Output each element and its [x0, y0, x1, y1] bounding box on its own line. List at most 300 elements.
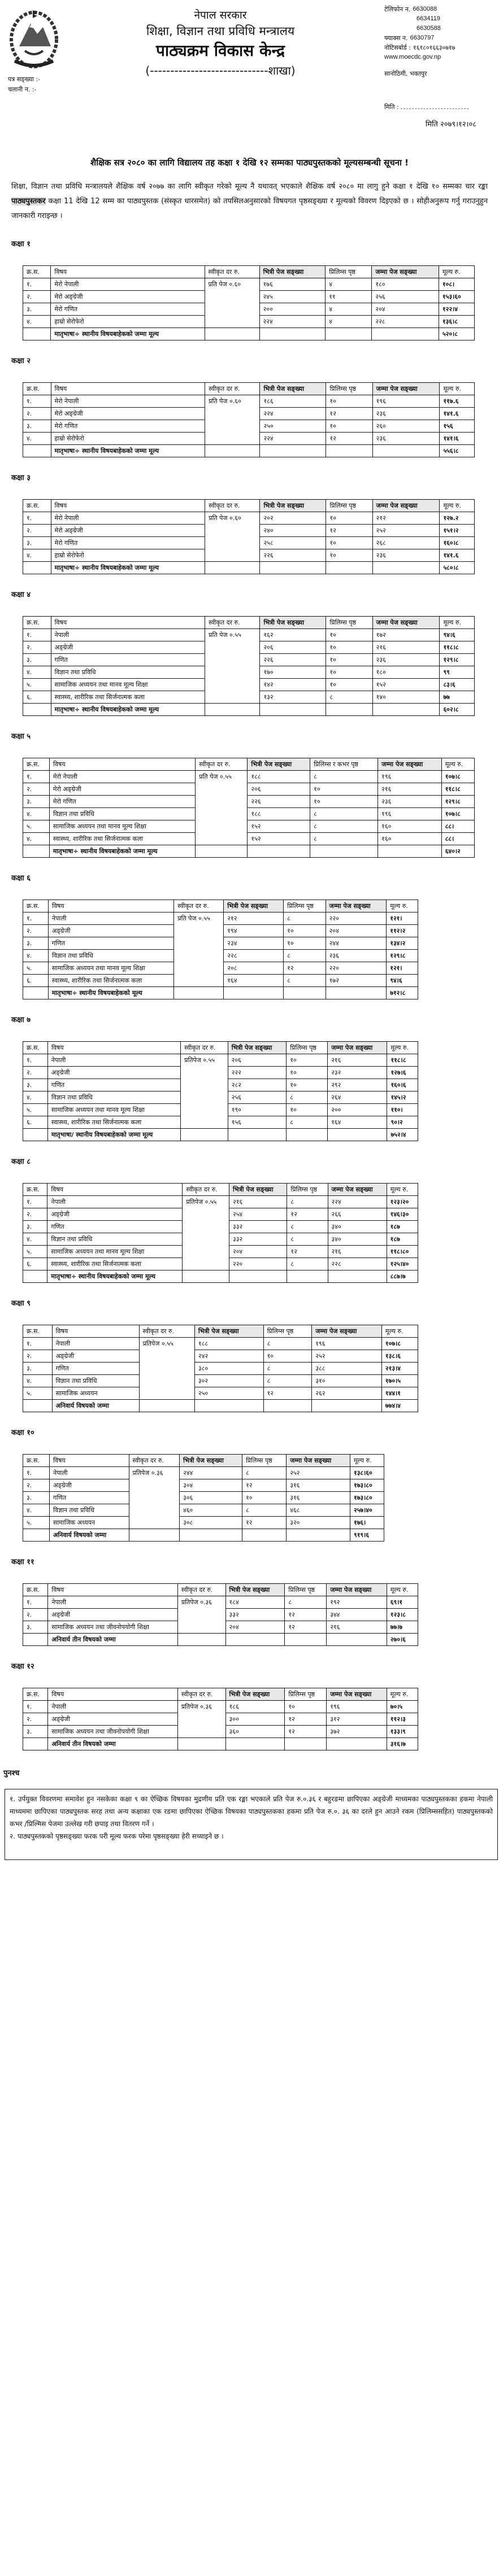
class-title: कक्षा ६	[11, 874, 31, 883]
empty-cell	[287, 1529, 350, 1542]
total-pages-cell: ३१२	[327, 1713, 387, 1726]
price-table	[23, 1183, 418, 1283]
price-cell: १६०।६	[387, 1079, 418, 1091]
price-cell: १२३।८	[387, 1609, 418, 1621]
total-price: ९१९।६	[350, 1529, 384, 1542]
subject-cell: मेरो अङ्ग्रेजी	[49, 783, 195, 796]
price-cell: ११७.६	[440, 395, 475, 408]
subject-cell: अङ्ग्रेजी	[51, 641, 205, 654]
rate-cell: प्रतिपेज ०.५५	[181, 1054, 228, 1129]
column-header: क्र.स.	[23, 1042, 48, 1054]
empty-cell	[224, 987, 284, 999]
column-header: मूल्य रु.	[350, 1455, 384, 1467]
table-row	[23, 278, 475, 291]
total-pages-cell: ३४४	[327, 1609, 387, 1621]
prelims-cell: १२	[284, 962, 326, 975]
intro-paragraph	[0, 180, 499, 224]
empty-cell	[260, 445, 326, 457]
serial-cell: ४.	[23, 833, 50, 845]
price-cell: १४१.६	[440, 549, 475, 562]
empty-cell	[372, 445, 440, 457]
price-cell: १३४।२	[387, 937, 418, 950]
fax-number: 6630797	[410, 34, 435, 41]
reference-numbers	[8, 75, 40, 95]
prelims-cell: १०	[287, 1054, 328, 1067]
serial-cell: १.	[23, 1596, 48, 1609]
table-row	[23, 1054, 418, 1067]
column-header: विषय	[47, 1042, 180, 1054]
inner-pages-cell: २०२	[260, 512, 326, 525]
prelims-cell: १२	[285, 1621, 327, 1634]
subject-cell: सामाजिक अध्ययन तथा मानव मूल्य शिक्षा	[49, 820, 195, 833]
website-link[interactable]: www.moecdc.gov.np	[384, 54, 441, 60]
subject-cell: स्वास्थ्य, शारीरिक तथा सिर्जनात्मक कला	[51, 691, 205, 704]
total-pages-cell: २३६	[378, 796, 442, 808]
subject-cell: हाम्रो सेरोफेरो	[51, 316, 205, 328]
column-header: क्र.स.	[23, 617, 51, 629]
inner-pages-cell: १४२	[260, 679, 326, 691]
column-header: भित्री पेज सङ्ख्या	[228, 1042, 287, 1054]
empty-cell	[225, 1634, 285, 1646]
column-header: विषय	[51, 617, 205, 629]
subject-cell: सामाजिक अध्ययन तथा मानव मूल्य शिक्षा	[47, 1104, 180, 1116]
prelims-cell: ८	[287, 1258, 328, 1270]
table-row	[23, 1701, 418, 1713]
price-cell: ११२।२	[387, 925, 418, 937]
empty-cell	[312, 1400, 382, 1412]
inner-pages-cell: ३०८	[180, 1517, 242, 1529]
serial-cell: २.	[23, 525, 51, 537]
inner-pages-cell: २२०	[229, 1258, 287, 1270]
total-pages-cell: २६०	[372, 420, 440, 433]
total-pages-cell: २३६	[372, 549, 440, 562]
prelims-cell: १२	[287, 1208, 328, 1221]
prelims-cell: ८	[263, 1363, 312, 1375]
serial-cell: २.	[23, 1208, 47, 1221]
subject-cell: मेरो अङ्ग्रेजी	[51, 525, 205, 537]
price-cell: १०७।८	[441, 771, 474, 783]
phone-3: 6630588	[416, 25, 441, 32]
price-cell: १०७।८	[381, 1338, 418, 1350]
total-row	[23, 445, 475, 457]
price-cell: १२२।४	[439, 303, 474, 316]
table-header-row	[23, 1455, 384, 1467]
empty-cell	[328, 1270, 387, 1283]
serial-cell: ३.	[23, 537, 51, 549]
intro-part-1: शिक्षा, विज्ञान तथा प्रविधि मन्त्रालयले शैक्षिक वर्ष २०७७ का लागि स्वीकृत गरेको मूल्य नै यथावत् भएकाले शैक्षिक वर्ष २०८० मा लागु हुने कक्षा १ देखि १० सम्मका चार रङ्का	[11, 182, 488, 191]
inner-pages-cell: २०६	[260, 641, 326, 654]
serial-cell: २.	[23, 783, 50, 796]
total-pages-cell: १९६	[327, 1701, 387, 1713]
subject-cell: विज्ञान तथा प्रविधि	[52, 1375, 139, 1387]
inner-pages-cell: २५४	[229, 1208, 287, 1221]
inner-pages-cell: २२६	[260, 654, 326, 666]
inner-pages-cell: २५०	[260, 420, 326, 433]
subject-cell: विज्ञान तथा प्रविधि	[47, 1091, 180, 1104]
subject-cell: मेरो नेपाली	[51, 395, 205, 408]
prelims-cell: ८	[263, 1375, 312, 1387]
empty-cell	[205, 328, 259, 340]
serial-cell: ५.	[23, 679, 51, 691]
total-label: मातृभाषा÷ स्थानीय विषयबाहेकको जम्मा मूल्य	[47, 1270, 183, 1283]
price-cell: १५३।६०	[439, 291, 474, 303]
subject-cell: नेपाली	[52, 1338, 139, 1350]
prelims-cell: ४	[326, 278, 372, 291]
table-header-row	[23, 1325, 418, 1338]
price-cell: १७३।८०	[350, 1479, 384, 1492]
subject-cell: सामाजिक अध्ययन	[50, 1517, 129, 1529]
total-pages-cell: २२४	[328, 1196, 387, 1208]
total-pages-cell: ३८८	[312, 1363, 382, 1375]
inner-pages-cell: ३३२	[229, 1233, 287, 1246]
total-pages-cell: २५२	[287, 1467, 350, 1479]
total-pages-cell: १६०	[378, 820, 442, 833]
total-pages-cell: २६८	[372, 537, 440, 549]
price-cell: १०८।	[439, 278, 474, 291]
table-header-row	[23, 1184, 418, 1196]
prelims-cell: १०	[287, 1067, 328, 1079]
serial-cell: २.	[23, 1609, 48, 1621]
class-section	[0, 1014, 499, 1141]
serial-cell: ५.	[23, 1387, 53, 1400]
price-cell: १४४।१	[381, 1387, 418, 1400]
empty-cell	[326, 704, 372, 716]
column-header: प्रिलिम्स पृष्ठ	[287, 1184, 328, 1196]
organization-name: पाठ्यक्रम विकास केन्द्र	[155, 41, 285, 60]
total-price: ८८७।७	[387, 1270, 418, 1283]
serial-cell: १.	[23, 395, 51, 408]
subject-cell: मेरो अङ्ग्रेजी	[51, 291, 205, 303]
total-pages-cell: १८०	[372, 666, 440, 679]
column-header: मूल्य रु.	[387, 1042, 418, 1054]
column-header: विषय	[50, 1455, 129, 1467]
table-header-row	[23, 900, 418, 912]
prelims-cell: ८	[287, 1091, 328, 1104]
empty-cell	[205, 562, 260, 574]
total-row	[23, 1634, 418, 1646]
inner-pages-cell: २३४	[224, 937, 284, 950]
serial-cell: ६.	[23, 1116, 48, 1129]
serial-cell: ४.	[23, 1233, 47, 1246]
inner-pages-cell: २२४	[260, 433, 326, 445]
inner-pages-cell: २४४	[180, 1467, 242, 1479]
inner-pages-cell: १९०	[228, 1104, 287, 1116]
empty-cell	[23, 328, 51, 340]
serial-cell: २.	[23, 1479, 50, 1492]
table-row	[23, 771, 475, 783]
prelims-cell: १२	[285, 1726, 327, 1738]
postscript-title: पुनश्च	[3, 1769, 20, 1778]
serial-cell: ३.	[23, 654, 51, 666]
empty-cell	[225, 1738, 285, 1750]
total-row	[23, 562, 475, 574]
serial-cell: १.	[23, 1196, 47, 1208]
table-row	[23, 1363, 418, 1375]
postscript-note-1: १. उर्पयुक्त विवरणमा समावेश हुन नसकेका कक्षा ९ का ऐच्छिक विषयका मुद्रणीय प्रति एक रङ्मा भएकाले प्रति पेज रु.०.३६ र बहुरङमा छापिएका अङ्ग्रेजी माध्यमका पाठ्यपुस्तकका हकमा नेपाली माध्यममा छापिएका पाठ्यपुस्तक सरह तथा अन्य कक्षाका एक रङमा छापिएका ऐच्छिक विषयका पाठ्यपुस्तकका हकमा प्रति पेज रु.०. ३६ का दरले हुन आउने रकम (प्रिलिम्ससहित) पाठ्यपुस्तकको कभर /प्रिल्मिस पेजमा उल्लेख गरी छपाइ तथा वितरण गर्ने ।	[10, 1795, 493, 1828]
class-section	[0, 238, 499, 340]
total-pages-cell: १९६	[312, 1338, 382, 1350]
empty-cell	[194, 1400, 263, 1412]
prelims-cell: १२	[326, 408, 372, 420]
serial-cell: ३.	[23, 1363, 53, 1375]
subject-cell: नेपाली	[50, 1467, 129, 1479]
price-cell: २५७।४०	[350, 1504, 384, 1517]
table-row	[23, 1467, 384, 1479]
prelims-cell: १०	[287, 1104, 328, 1116]
column-header: मूल्य रु.	[440, 383, 475, 395]
table-row	[23, 1338, 418, 1350]
inner-pages-cell: २४५	[259, 291, 326, 303]
column-header: विषय	[51, 266, 205, 278]
column-header: स्वीकृत दर रु.	[174, 900, 224, 912]
table-row	[23, 1387, 418, 1400]
column-header: भित्री पेज सङ्ख्या	[260, 383, 326, 395]
serial-cell: १.	[23, 1701, 48, 1713]
prelims-cell: ८	[310, 820, 378, 833]
table-row	[23, 1479, 384, 1492]
empty-cell	[23, 845, 50, 858]
serial-cell: २.	[23, 1067, 48, 1079]
column-header: जम्मा पेज सङ्ख्या	[326, 900, 387, 912]
class-section	[0, 1427, 499, 1542]
prelims-cell: ८	[287, 1196, 328, 1208]
prelims-cell: ८	[284, 950, 326, 962]
total-label: मातृभाषा÷ स्थानीय विषयबाहेकको जम्मा मूल्य	[51, 445, 205, 457]
intro-part-2: कक्षा 11 देखि 12 सम्म का पाठ्यपुस्तक (संस्कृत धारसमेत) को तपसिलअनुसारको विषयगत पृष्ठसङ्ख्या र मूल्यको विवरण दिइएको छ । सोहीअनुरूप गर्नु गराउनुहुन जानकारी गराइन्छ ।	[11, 197, 488, 220]
empty-cell	[285, 1738, 327, 1750]
prelims-cell: १०	[326, 654, 372, 666]
total-pages-cell: २४४	[326, 937, 387, 950]
price-table	[23, 1688, 418, 1750]
empty-cell	[23, 704, 51, 716]
total-pages-cell: १९६	[372, 395, 440, 408]
inner-pages-cell: ३३२	[229, 1221, 287, 1233]
price-table	[23, 758, 475, 858]
column-header: मूल्य रु.	[381, 1325, 418, 1338]
total-pages-cell: २३६	[372, 654, 440, 666]
total-row	[23, 845, 475, 858]
column-header: विषय	[48, 1688, 177, 1701]
inner-pages-cell: ३६०	[225, 1726, 285, 1738]
total-price: ७७४।४	[381, 1400, 418, 1412]
serial-cell: ३.	[23, 1621, 48, 1634]
empty-cell	[183, 1270, 229, 1283]
empty-cell	[139, 1400, 194, 1412]
subject-cell: गणित	[48, 937, 173, 950]
total-pages-cell: १९६	[378, 808, 442, 820]
rate-cell: प्रति पेज ०.५५	[174, 912, 224, 987]
total-pages-cell: २०४	[372, 303, 439, 316]
column-header: मूल्य रु.	[387, 900, 418, 912]
column-header: स्वीकृत दर रु.	[205, 617, 260, 629]
column-header: क्र.स.	[23, 266, 51, 278]
price-cell: ९९	[440, 666, 475, 679]
serial-cell: ३.	[23, 796, 50, 808]
total-pages-cell: २००	[328, 1104, 387, 1116]
total-price: ५५६।८	[440, 445, 475, 457]
total-label: मातृभाषा÷ स्थानीय विषयबाहेकको जम्मा मूल्य	[51, 562, 205, 574]
column-header: जम्मा पेज सङ्ख्या	[327, 1584, 387, 1596]
serial-cell: ३.	[23, 1492, 50, 1504]
subject-cell: मेरो नेपाली	[49, 771, 195, 783]
empty-cell	[372, 562, 440, 574]
empty-cell	[228, 1129, 287, 1141]
total-row	[23, 1400, 418, 1412]
rate-cell: प्रति पेज ०.५५	[205, 629, 260, 704]
inner-pages-cell: ३००	[225, 1713, 285, 1726]
phone-2: 6634119	[416, 15, 441, 22]
total-label: मातृभाषा÷ स्थानीय विषयबाहेकको जम्मा मूल्य	[51, 704, 205, 716]
column-header: जम्मा पेज सङ्ख्या	[312, 1325, 382, 1338]
inner-pages-cell: २१६	[229, 1196, 287, 1208]
class-section	[0, 872, 499, 999]
subject-cell: सामाजिक अध्ययन तथा जीवनोपयोगी शिक्षा	[48, 1621, 177, 1634]
total-label: मातृभाषा÷ स्थानीय विषयबाहेकको मूल्य	[48, 987, 173, 999]
price-table	[23, 1454, 384, 1542]
inner-pages-cell: २०८	[224, 962, 284, 975]
column-header: जम्मा पेज सङ्ख्या	[328, 1184, 387, 1196]
price-cell: १८७	[387, 1233, 418, 1246]
column-header: जम्मा पेज सङ्ख्या	[328, 1042, 387, 1054]
price-cell: १४५।२	[387, 1091, 418, 1104]
empty-cell	[326, 445, 372, 457]
column-header: जम्मा पेज सङ्ख्या	[327, 1688, 387, 1701]
total-pages-cell: २६४	[328, 1091, 387, 1104]
subject-cell: गणित	[50, 1492, 129, 1504]
dispatch-number-label: चलानी न. :-	[8, 86, 37, 93]
empty-cell	[23, 562, 51, 574]
prelims-cell: ४	[326, 316, 372, 328]
total-price: ५२०।८	[439, 328, 474, 340]
inner-pages-cell: १८८	[248, 771, 310, 783]
fax-label: फ्याक्स न.	[384, 34, 408, 42]
column-header: मूल्य रु.	[440, 500, 475, 512]
total-pages-cell: १४०	[372, 691, 440, 704]
price-cell: ११८।८०	[387, 1246, 418, 1258]
empty-cell	[326, 987, 387, 999]
price-cell: १२७.२	[440, 512, 475, 525]
column-header: भित्री पेज सङ्ख्या	[229, 1184, 287, 1196]
subject-cell: गणित	[51, 654, 205, 666]
intro-highlight: पाठ्यपुस्तकर	[11, 197, 46, 206]
column-header: मूल्य रु.	[387, 1184, 418, 1196]
empty-cell	[372, 328, 439, 340]
empty-cell	[327, 1634, 387, 1646]
table-header-row	[23, 1688, 418, 1701]
total-pages-cell: १८०	[372, 278, 439, 291]
column-header: स्वीकृत दर रु.	[205, 383, 260, 395]
prelims-cell: ८	[326, 691, 372, 704]
empty-cell	[260, 562, 326, 574]
inner-pages-cell: २५६	[228, 1091, 287, 1104]
price-cell: १३६।८	[439, 316, 474, 328]
table-row	[23, 395, 475, 408]
inner-pages-cell: ३०६	[180, 1492, 242, 1504]
column-header: प्रिलिम्स पृष्ठ	[285, 1584, 327, 1596]
inner-pages-cell: २४२	[194, 1350, 263, 1363]
prelims-cell: १०	[326, 641, 372, 654]
column-header: जम्मा पेज सङ्ख्या	[372, 266, 439, 278]
price-table	[23, 265, 475, 340]
subject-cell: विज्ञान तथा प्रविधि	[48, 950, 173, 962]
inner-pages-cell: २८२	[228, 1079, 287, 1091]
prelims-cell: १०	[287, 1079, 328, 1091]
price-cell: ६९।१	[387, 1596, 418, 1609]
inner-pages-cell: २०६	[228, 1054, 287, 1067]
column-header: स्वीकृत दर रु.	[177, 1688, 225, 1701]
price-cell: १४६।३०	[387, 1208, 418, 1221]
empty-cell	[242, 1529, 287, 1542]
column-header: क्र.स.	[23, 500, 51, 512]
total-pages-cell: २१६	[328, 1054, 387, 1067]
serial-cell: ६.	[23, 975, 49, 987]
price-cell: ७७।७	[387, 1621, 418, 1634]
inner-pages-cell: २१२	[224, 912, 284, 925]
total-pages-cell: २३२	[328, 1067, 387, 1079]
empty-cell	[23, 445, 51, 457]
total-pages-cell: २१६	[327, 1621, 387, 1634]
price-cell: १२३।२०	[387, 1196, 418, 1208]
total-label: मातृभाषा/ स्थानीय विषयबाहेकको जम्मा मूल्य	[47, 1129, 180, 1141]
noticeboard-label: नोटिसबोर्ड :	[384, 44, 411, 51]
inner-pages-cell: २२२	[228, 1067, 287, 1079]
serial-cell: ४.	[23, 1091, 48, 1104]
empty-cell	[378, 845, 442, 858]
empty-cell	[229, 1270, 287, 1283]
price-cell: १३८।६	[381, 1350, 418, 1363]
column-header: प्रिलिम्स पृष्ठ	[326, 617, 372, 629]
empty-cell	[196, 845, 248, 858]
table-row	[23, 833, 475, 845]
class-title: कक्षा ५	[11, 732, 31, 741]
table-row	[23, 1492, 384, 1504]
empty-cell	[23, 1270, 47, 1283]
serial-cell: ४.	[23, 950, 49, 962]
price-cell: १६०।८	[440, 537, 475, 549]
class-title: कक्षा ८	[11, 1158, 31, 1166]
serial-cell: ३.	[23, 937, 49, 950]
inner-pages-cell: १८६	[225, 1701, 285, 1713]
subject-cell: मेरो नेपाली	[51, 278, 205, 291]
price-cell: ७०।५	[387, 1701, 418, 1713]
price-cell: ११८।८	[441, 783, 474, 796]
empty-cell	[326, 328, 372, 340]
inner-pages-cell: ४६०	[180, 1504, 242, 1517]
column-header: क्र.स.	[23, 1455, 50, 1467]
total-pages-cell: २२८	[372, 316, 439, 328]
inner-pages-cell: २४०	[260, 525, 326, 537]
prelims-cell: ८	[310, 771, 378, 783]
total-pages-cell: २२०	[326, 962, 387, 975]
column-header: विषय	[48, 900, 173, 912]
column-header: क्र.स.	[23, 1184, 47, 1196]
subject-cell: स्वास्थ्य, शारीरिक तथा सिर्जनात्मक कला	[48, 975, 173, 987]
column-header: प्रिलिम्स पृष्ठ	[287, 1042, 328, 1054]
empty-cell	[284, 987, 326, 999]
subject-cell: हाम्रो सेरोफेरो	[51, 433, 205, 445]
serial-cell: ४.	[23, 1375, 53, 1387]
empty-cell	[259, 328, 326, 340]
total-pages-cell: १५२	[372, 679, 440, 691]
column-header: क्र.स.	[23, 1325, 53, 1338]
column-header: स्वीकृत दर रु.	[183, 1184, 229, 1196]
table-row	[23, 1517, 384, 1529]
inner-pages-cell: १७०	[260, 666, 326, 679]
prelims-cell: १२	[326, 433, 372, 445]
table-row	[23, 1350, 418, 1363]
inner-pages-cell: २०४	[225, 1621, 285, 1634]
serial-cell: १.	[23, 771, 50, 783]
